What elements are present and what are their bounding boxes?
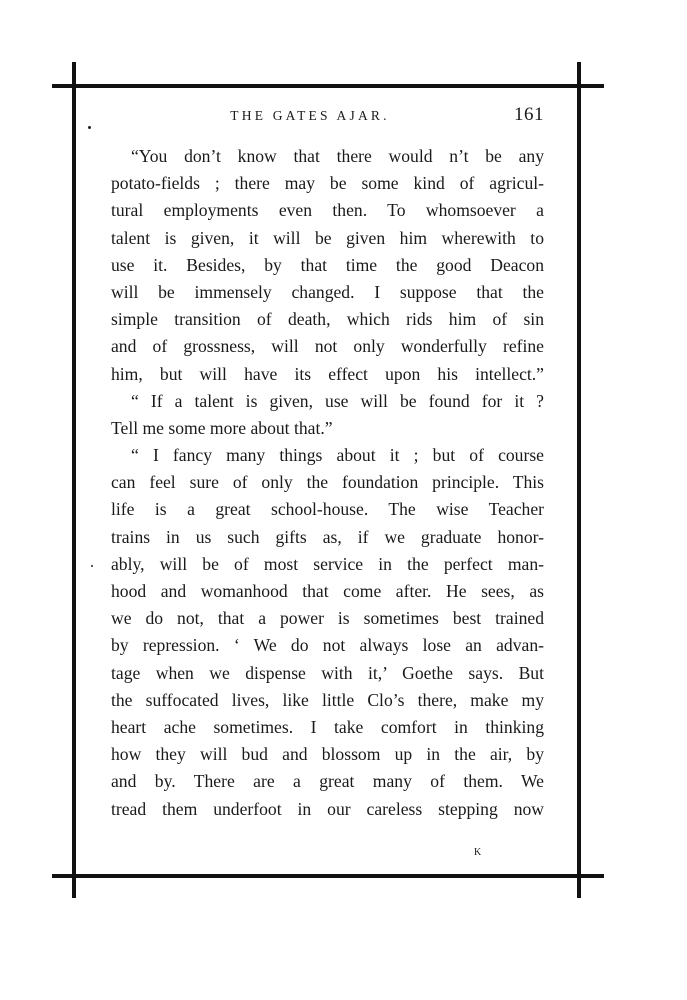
- print-speck: [88, 126, 91, 129]
- text-line: can feel sure of only the foundation principle. This: [111, 472, 544, 493]
- text-line: tural employments even then. To whomsoever a: [111, 200, 544, 221]
- frame-rule-bottom: [52, 874, 604, 878]
- frame-rule-left: [72, 62, 76, 898]
- text-line: “ If a talent is given, use will be found for it ?: [131, 390, 544, 411]
- print-speck: [91, 565, 93, 567]
- text-line: simple transition of death, which rids him of sin: [111, 309, 544, 330]
- signature-mark: K: [474, 847, 482, 858]
- text-line: “You don’t know that there would n’t be any: [131, 146, 544, 166]
- text-line: potato-fields ; there may be some kind of agricul-: [111, 173, 544, 194]
- text-line: trains in us such gifts as, if we graduate honor-: [111, 526, 544, 547]
- text-line: heart ache sometimes. I take comfort in thinking: [111, 716, 544, 737]
- text-line: hood and womanhood that come after. He sees, as: [111, 581, 544, 601]
- text-line: and of grossness, will not only wonderfully refine: [111, 336, 544, 357]
- text-line: him, but will have its effect upon his intellect.”: [111, 363, 544, 384]
- text-line: “ I fancy many things about it ; but of course: [131, 445, 544, 466]
- frame-rule-top: [52, 84, 604, 88]
- text-line: life is a great school-house. The wise Teacher: [111, 499, 544, 520]
- text-line: will be immensely changed. I suppose that the: [111, 281, 544, 302]
- text-line: tage when we dispense with it,’ Goethe says. But: [111, 662, 544, 683]
- body-text: [111, 143, 544, 823]
- text-line: Tell me some more about that.”: [111, 417, 333, 438]
- text-line: the suffocated lives, like little Clo’s there, make my: [111, 689, 544, 710]
- text-line: we do not, that a power is sometimes best trained: [111, 608, 544, 629]
- frame-rule-right: [577, 62, 581, 898]
- text-line: how they will bud and blossom up in the air, by: [111, 744, 544, 765]
- text-line: and by. There are a great many of them. We: [111, 771, 544, 792]
- running-head: [100, 104, 544, 128]
- text-line: by repression. ‘ We do not always lose an advan-: [111, 635, 544, 656]
- page-number: 161: [514, 104, 544, 125]
- text-line: use it. Besides, by that time the good Deacon: [111, 254, 544, 275]
- text-line: tread them underfoot in our careless stepping now: [111, 798, 544, 819]
- text-line: talent is given, it will be given him wherewith to: [111, 227, 544, 248]
- text-line: ably, will be of most service in the perfect man-: [111, 553, 544, 574]
- running-title: THE GATES AJAR.: [230, 108, 390, 123]
